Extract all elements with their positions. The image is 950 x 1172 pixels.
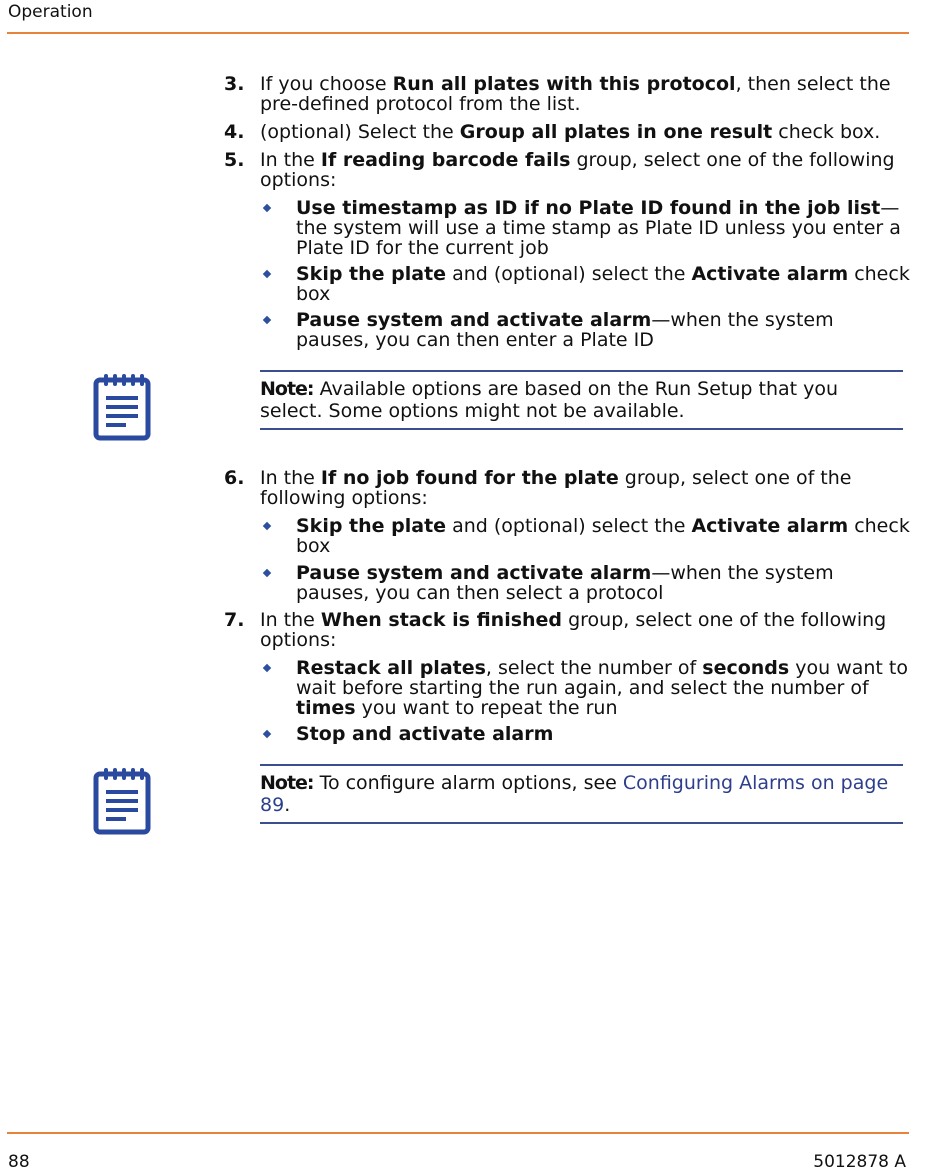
step-6 [224, 468, 914, 508]
diamond-bullet-icon [263, 270, 271, 278]
step-number: 4. [224, 121, 245, 143]
notepad-icon [92, 768, 152, 836]
configuring-alarms-link[interactable]: Configuring Alarms on page 89 [260, 772, 889, 816]
note-label: Note: [260, 772, 314, 794]
header-rule [7, 32, 909, 34]
note-box: Note: To configure alarm options, see Configuring Alarms on page 89. [260, 764, 903, 824]
step-text: In the If reading barcode fails group, select one of the following options: [260, 149, 895, 191]
footer-rule [7, 1132, 909, 1134]
step-number: 7. [224, 609, 245, 631]
document-id: 5012878 A [813, 1152, 906, 1172]
note-label: Note: [260, 378, 314, 400]
diamond-bullet-icon [263, 730, 271, 738]
note-text: Available options are based on the Run Setup that you select. Some options might not be available. [260, 378, 839, 422]
list-item: Pause system and activate alarm—when the system pauses, you can then enter a Plate ID [260, 310, 910, 350]
step-number: 6. [224, 467, 245, 489]
step-3 [224, 74, 914, 114]
notepad-icon [92, 374, 152, 442]
diamond-bullet-icon [263, 316, 271, 324]
page-number: 88 [8, 1152, 30, 1172]
step-4 [224, 122, 914, 142]
note-text: To configure alarm options, see [313, 772, 623, 794]
step-7 [224, 610, 914, 650]
step-number: 5. [224, 149, 245, 171]
diamond-bullet-icon [263, 522, 271, 530]
list-item: Restack all plates, select the number of seconds you want to wait before starting the run again, and select the number of times you want to repeat the run [260, 658, 910, 718]
list-item: Use timestamp as ID if no Plate ID found in the job list—the system will use a time stamp as Plate ID unless you enter a Plate ID for the current job [260, 198, 910, 258]
step-text: If you choose Run all plates with this protocol, then select the pre-defined protocol from the list. [260, 73, 891, 115]
section-title: Operation [8, 2, 93, 22]
step-5 [224, 150, 914, 190]
note-box [260, 370, 903, 430]
step-text: In the When stack is finished group, select one of the following options: [260, 609, 887, 651]
list-item: Stop and activate alarm [260, 724, 910, 744]
diamond-bullet-icon [263, 204, 271, 212]
list-item: Skip the plate and (optional) select the Activate alarm check box [260, 264, 910, 304]
diamond-bullet-icon [263, 569, 271, 577]
diamond-bullet-icon [263, 664, 271, 672]
step-number: 3. [224, 73, 245, 95]
list-item: Pause system and activate alarm—when the system pauses, you can then select a protocol [260, 563, 910, 603]
step-text: In the If no job found for the plate group, select one of the following options: [260, 467, 852, 509]
step-text: (optional) Select the Group all plates in one result check box. [260, 121, 881, 143]
list-item: Skip the plate and (optional) select the Activate alarm check box [260, 516, 910, 556]
